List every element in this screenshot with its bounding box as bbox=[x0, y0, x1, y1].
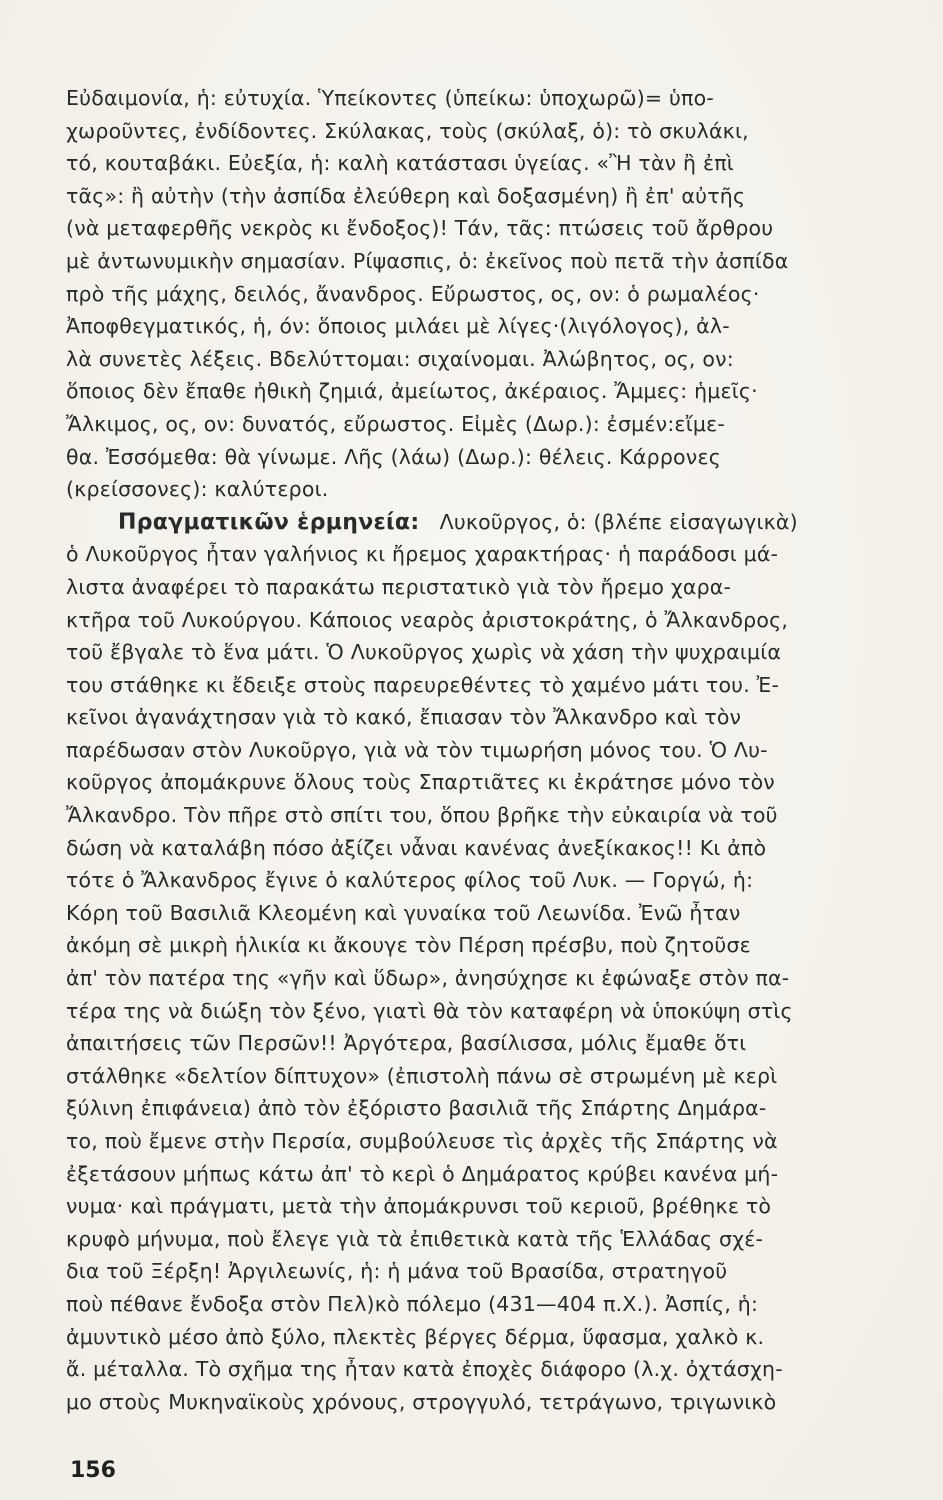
text-line: Ἀποφθεγματικός, ἡ, όν: ὅποιος μιλάει μὲ λίγες·(λιγόλογος), ἀλ- bbox=[66, 314, 730, 339]
text-line: λιστα ἀναφέρει τὸ παρακάτω περιστατικὸ γιὰ τὸν ἤρεμο χαρα- bbox=[66, 574, 732, 599]
text-line: ὅποιος δὲν ἔπαθε ἠθικὴ ζημιά, ἀμείωτος, ἀκέραιος. Ἄμμες: ἡμεῖς· bbox=[66, 379, 758, 404]
text-line: ποὺ πέθανε ἔνδοξα στὸν Πελ)κὸ πόλεμο (431—404 π.Χ.). Ἀσπίς, ἡ: bbox=[66, 1291, 759, 1316]
section-heading-line bbox=[66, 506, 911, 539]
text-line: ὁ Λυκοῦργος ἦταν γαλήνιος κι ἤρεμος χαρακτήρας· ἡ παράδοσι μά- bbox=[66, 542, 779, 567]
text-line: χωροῦντες, ἐνδίδοντες. Σκύλακας, τοὺς (σκύλαξ, ὁ): τὸ σκυλάκι, bbox=[66, 118, 749, 143]
text-line: ἀμυντικὸ μέσο ἀπὸ ξύλο, πλεκτὲς βέργες δέρμα, ὕφασμα, χαλκὸ κ. bbox=[66, 1324, 765, 1349]
text-line: ἄ. μέταλλα. Τὸ σχῆμα της ἦταν κατὰ ἐποχὲς διάφορο (λ.χ. ὀχτάσχη- bbox=[66, 1357, 783, 1382]
text-line: παρέδωσαν στὸν Λυκοῦργο, γιὰ νὰ τὸν τιμωρήση μόνος του. Ὁ Λυ- bbox=[66, 737, 768, 762]
text-line: τοῦ ἔβγαλε τὸ ἕνα μάτι. Ὁ Λυκοῦργος χωρὶς νὰ χάση τὴν ψυχραιμία bbox=[66, 640, 782, 665]
text-line: στάλθηκε «δελτίον δίπτυχον» (ἐπιστολὴ πάνω σὲ στρωμένη μὲ κερὶ bbox=[66, 1063, 778, 1088]
section-heading: Πραγματικῶν ἑρμηνεία: bbox=[118, 509, 420, 535]
text-line: Εὐδαιμονία, ἡ: εὐτυχία. Ὑπείκοντες (ὑπείκω: ὑποχωρῶ)= ὑπο- bbox=[66, 86, 714, 110]
text-line: (κρείσσονες): καλύτεροι. bbox=[66, 477, 329, 502]
text-line: Ἄλκανδρο. Τὸν πῆρε στὸ σπίτι του, ὅπου βρῆκε τὴν εὐκαιρία νὰ τοῦ bbox=[66, 803, 778, 828]
text-line: πρὸ τῆς μάχης, δειλός, ἄνανδρος. Εὔρωστος, ος, ον: ὁ ρωμαλέος· bbox=[66, 281, 760, 306]
text-line: κτῆρα τοῦ Λυκούργου. Κάποιος νεαρὸς ἀριστοκράτης, ὁ Ἄλκανδρος, bbox=[66, 607, 789, 632]
text-line: λὰ συνετὲς λέξεις. Βδελύττομαι: σιχαίνομαι. Ἀλώβητος, ος, ον: bbox=[66, 346, 734, 371]
text-line: τέρα της νὰ διώξη τὸν ξένο, γιατὶ θὰ τὸν καταφέρη νὰ ὑποκύψη στὶς bbox=[66, 998, 793, 1023]
text-line: νυμα· καὶ πράγματι, μετὰ τὴν ἀπομάκρυνσι τοῦ κεριοῦ, βρέθηκε τὸ bbox=[66, 1194, 772, 1219]
text-line: δια τοῦ Ξέρξη! Ἀργιλεωνίς, ἡ: ἡ μάνα τοῦ Βρασίδα, στρατηγοῦ bbox=[66, 1259, 728, 1284]
text-line: τότε ὁ Ἄλκανδρος ἔγινε ὁ καλύτερος φίλος τοῦ Λυκ. — Γοργώ, ἡ: bbox=[66, 868, 754, 893]
text-line: Λυκοῦργος, ὁ: (βλέπε εἰσαγωγικὰ) bbox=[439, 509, 798, 534]
text-line: θα. Ἐσσόμεθα: θὰ γίνωμε. Λῆς (λάω) (Δωρ.): θέλεις. Κάρρονες bbox=[66, 444, 721, 469]
text-line: τᾶς»: ἢ αὐτὴν (τὴν ἀσπίδα ἐλεύθερη καὶ δοξασμένη) ἢ ἐπ' αὐτῆς bbox=[66, 183, 746, 208]
text-line: ἀπαιτήσεις τῶν Περσῶν!! Ἀργότερα, βασίλισσα, μόλις ἔμαθε ὅτι bbox=[66, 1031, 747, 1056]
text-line: (νὰ μεταφερθῆς νεκρὸς κι ἔνδοξος)! Τάν, τᾶς: πτώσεις τοῦ ἄρθρου bbox=[66, 216, 774, 241]
text-line: τό, κουταβάκι. Εὐεξία, ἡ: καλὴ κατάστασι ὑγείας. «Ἢ τὰν ἢ ἐπὶ bbox=[66, 151, 734, 176]
text-line: μο στοὺς Μυκηναϊκοὺς χρόνους, στρογγυλό, τετράγωνο, τριγωνικὸ bbox=[66, 1389, 777, 1414]
text-line: Ἄλκιμος, ος, ον: δυνατός, εὔρωστος. Εἰμὲς (Δωρ.): ἐσμέν:εἴμε- bbox=[66, 411, 725, 436]
text-line: ἀκόμη σὲ μικρὴ ἡλικία κι ἄκουγε τὸν Πέρση πρέσβυ, ποὺ ζητοῦσε bbox=[66, 933, 751, 958]
text-line: ἀπ' τὸν πατέρα της «γῆν καὶ ὕδωρ», ἀνησύχησε κι ἐφώναξε στὸν πα- bbox=[66, 966, 790, 991]
text-line: του στάθηκε κι ἔδειξε στοὺς παρευρεθέντες τὸ χαμένο μάτι του. Ἐ- bbox=[66, 672, 780, 697]
text-line: το, ποὺ ἔμενε στὴν Περσία, συμβούλευσε τὶς ἀρχὲς τῆς Σπάρτης νὰ bbox=[66, 1129, 778, 1153]
text-line: ξύλινη ἐπιφάνεια) ἀπὸ τὸν ἐξόριστο βασιλιᾶ τῆς Σπάρτης Δημάρα- bbox=[66, 1096, 767, 1121]
text-line: ἐξετάσουν μήπως κάτω ἀπ' τὸ κερὶ ὁ Δημάρατος κρύβει κανένα μή- bbox=[66, 1161, 779, 1186]
page-number: 156 bbox=[70, 1458, 116, 1483]
text-line: δώση νὰ καταλάβη πόσο ἀξίζει νἆναι κανένας ἀνεξίκακος!! Κι ἀπὸ bbox=[66, 835, 767, 860]
text-line: κοῦργος ἀπομάκρυνε ὅλους τοὺς Σπαρτιᾶτες κι ἐκράτησε μόνο τὸν bbox=[66, 770, 775, 795]
text-line: κρυφὸ μήνυμα, ποὺ ἔλεγε γιὰ τὰ ἐπιθετικὰ κατὰ τῆς Ἑλλάδας σχέ- bbox=[66, 1226, 764, 1251]
text-line: μὲ ἀντωνυμικὴν σημασίαν. Ρίψασπις, ὁ: ἐκεῖνος ποὺ πετᾶ τὴν ἀσπίδα bbox=[66, 248, 789, 273]
text-line: Κόρη τοῦ Βασιλιᾶ Κλεομένη καὶ γυναίκα τοῦ Λεωνίδα. Ἐνῶ ἦταν bbox=[66, 900, 741, 925]
text-line: κεῖνοι ἀγανάχτησαν γιὰ τὸ κακό, ἔπιασαν τὸν Ἄλκανδρο καὶ τὸν bbox=[66, 705, 742, 730]
page-body-text bbox=[66, 82, 911, 1418]
